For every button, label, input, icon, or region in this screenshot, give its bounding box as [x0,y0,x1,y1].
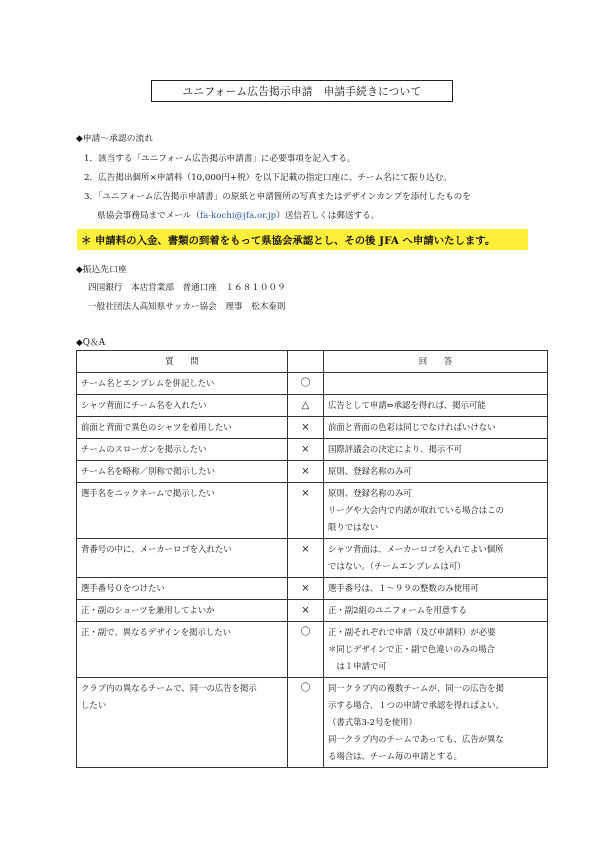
qa-mark-cell: 〇 [288,678,324,768]
qa-answer-text: は１申請で可 [328,661,387,671]
flow-step-1: 1．該当する「ユニフォーム広告掲示申請書」に必要事項を記入する。 [84,154,356,164]
qa-row [77,539,548,578]
qa-answer-text: 選手番号は、１～９９の整数のみ使用可 [328,583,479,593]
qa-answer-cell [324,395,548,417]
qa-answer-text: 国際評議会の決定により、掲示不可 [328,444,462,454]
qa-question-cell [77,483,288,539]
qa-question-text: チーム名を略称／別称で掲示したい [81,466,215,476]
qa-mark-cell: 〇 [288,622,324,678]
qa-answer-text: ＊同じデザインで正・副で色違いのみの場合 [328,644,495,654]
flow-step-3-text-before: 県協会事務局までメール（ [97,211,200,221]
qa-question-cell [77,539,288,578]
qa-question-cell [77,439,288,461]
qa-header-row [77,351,548,373]
qa-question-text: 背番号の中に、メーカーロゴを入れたい [81,544,232,554]
bank-heading: ◆振込先口座 [76,265,127,275]
qa-answer-text: 正・副2組のユニフォームを用意する [328,605,467,615]
qa-table [76,350,548,768]
qa-question-text: クラブ内の異なるチームで、同一の広告を掲示 [81,683,257,693]
flow-step-3-continuation [97,209,379,221]
qa-row [77,439,548,461]
qa-question-text: したい [81,700,107,710]
qa-answer-text: 広告として申請⇒承認を得れば、掲示可能 [328,400,486,410]
qa-question-text: 正・副のショーツを兼用してよいか [81,605,215,615]
flow-step-3-text-after: ）送信若しくは郵送する。 [276,211,380,221]
qa-question-text: チーム名とエンブレムを併記したい [81,378,215,388]
qa-heading: ◆Q＆A [76,338,106,348]
qa-row [77,678,548,768]
qa-mark-cell: × [288,483,324,539]
qa-mark-cell: × [288,578,324,600]
qa-mark-cell: × [288,439,324,461]
qa-header-answer: 回 答 [324,351,548,373]
qa-mark-cell: × [288,417,324,439]
qa-answer-cell [324,600,548,622]
qa-answer-text: 示する場合、１つの申請で承認を得ればよい。 [328,700,504,710]
qa-answer-cell [324,439,548,461]
qa-question-text: 前面と背面で異色のシャツを着用したい [81,422,232,432]
qa-row [77,395,548,417]
flow-heading: ◆申請～承認の流れ [76,134,154,144]
qa-answer-cell [324,678,548,768]
qa-question-cell [77,622,288,678]
qa-answer-cell [324,417,548,439]
qa-answer-text: 同一クラブ内の複数チームが、同一の広告を掲 [328,683,504,693]
qa-answer-cell [324,373,548,395]
qa-question-text: 正・副で、異なるデザインを掲示したい [81,627,231,637]
qa-answer-text: 限りではない [328,522,379,532]
qa-question-cell [77,461,288,483]
qa-mark-cell: 〇 [288,373,324,395]
flow-step-2: 2．広告掲出個所×申請料（10,000円+税）を以下記載の指定口座に、チーム名にて振り込む。 [84,173,452,183]
qa-mark-cell: × [288,600,324,622]
qa-body [77,373,548,768]
qa-question-text: シャツ背面にチーム名を入れたい [81,400,207,410]
qa-answer-text: 原則、登録名称のみ可 [328,466,412,476]
qa-answer-text: 前面と背面の色彩は同じでなければいけない [328,422,496,432]
qa-row [77,417,548,439]
qa-question-cell [77,578,288,600]
email-link[interactable]: fa-kochi@jfa.or.jp [199,211,277,221]
qa-answer-text: 原則、登録名称のみ可 [328,488,412,498]
qa-question-text: チームのスローガンを掲示したい [81,444,207,454]
qa-answer-text: リーグや大会内で内諾が取れている場合はこの [328,505,504,515]
qa-answer-text: （書式第3-2号を使用） [328,717,417,727]
qa-mark-cell: × [288,461,324,483]
bank-holder-line: 一般社団法人高知県サッカー協会 理事 松木泰則 [88,302,286,312]
qa-answer-cell [324,578,548,600]
qa-answer-text: シャツ背面は、メーカーロゴを入れてよい個所 [328,544,504,554]
qa-header-question: 質 問 [77,351,288,373]
qa-answer-text: ではない。（チームエンブレムは可） [328,561,466,571]
qa-row [77,373,548,395]
flow-step-3: 3．「ユニフォーム広告掲示申請書」の原紙と申請箇所の写真またはデザインカンプを添付したものを [84,192,471,202]
qa-answer-text: 正・副それぞれで申請（及び申請料）が必要 [328,627,496,637]
qa-row [77,483,548,539]
notice-banner: ＊ 申請料の入金、書類の到着をもって県協会承認とし、その後 JFA へ申請いたします。 [77,229,528,250]
qa-mark-cell: × [288,539,324,578]
qa-question-text: 選手番号０をつけたい [81,583,165,593]
qa-question-cell [77,417,288,439]
qa-header-mark [288,351,324,373]
qa-question-cell [77,373,288,395]
qa-question-cell [77,678,288,768]
qa-row [77,600,548,622]
qa-question-text: 選手名をニックネームで掲示したい [81,488,215,498]
qa-answer-cell [324,539,548,578]
qa-mark-cell: △ [288,395,324,417]
page-title: ユニフォーム広告掲示申請 申請手続きについて [151,80,453,102]
qa-answer-text: 同一クラブ内のチームであっても、広告が異な [328,734,504,744]
qa-answer-cell [324,483,548,539]
bank-account-line: 四国銀行 本店営業部 普通口座 １６８１００９ [88,283,286,293]
qa-answer-text: る場合は、チーム毎の申請とする。 [328,751,462,761]
qa-row [77,461,548,483]
qa-answer-cell [324,622,548,678]
qa-answer-cell [324,461,548,483]
qa-row [77,578,548,600]
qa-row [77,622,548,678]
qa-question-cell [77,600,288,622]
qa-question-cell [77,395,288,417]
